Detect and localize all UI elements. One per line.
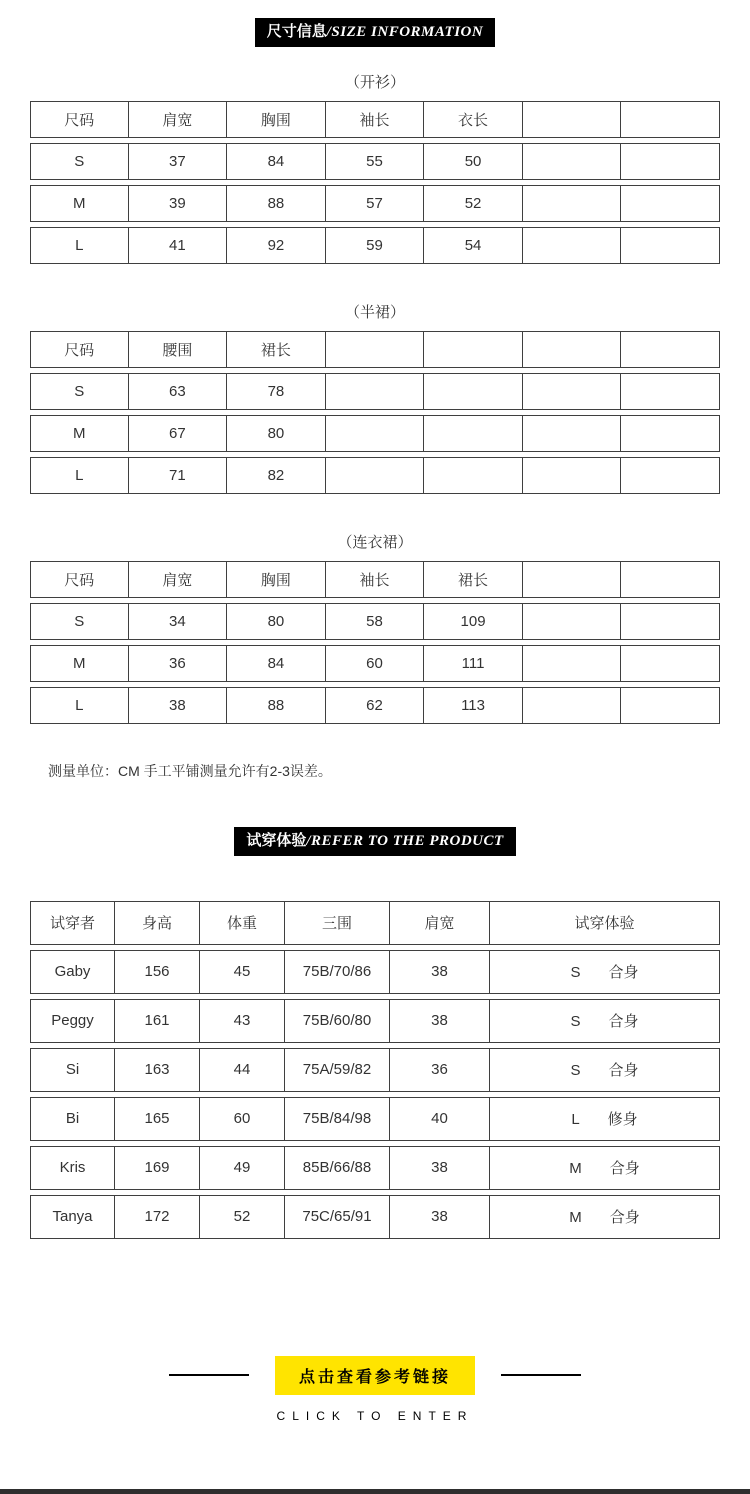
header-cell — [621, 561, 720, 598]
header-cell: 体重 — [200, 901, 285, 945]
size-cell: M — [30, 645, 129, 682]
header-cell: 尺码 — [30, 331, 129, 368]
fit-weight-cell: 43 — [200, 999, 285, 1043]
fit-result-cell — [490, 999, 720, 1043]
fit-name-cell: Si — [30, 1048, 115, 1092]
value-cell: 58 — [326, 603, 425, 640]
fit-size-label: S — [570, 1062, 581, 1079]
header-cell: 袖长 — [326, 561, 425, 598]
size-info-badge-cn: 尺寸信息 — [266, 23, 327, 40]
value-cell — [621, 603, 720, 640]
bottom-divider-bar — [0, 1489, 750, 1494]
size-table-cardigan — [30, 96, 720, 269]
size-table-row — [30, 645, 720, 682]
header-cell — [424, 331, 523, 368]
fit-verdict-label: 合身 — [609, 1209, 640, 1226]
value-cell — [424, 457, 523, 494]
header-cell: 裙长 — [424, 561, 523, 598]
fit-measurements-cell: 75A/59/82 — [285, 1048, 390, 1092]
value-cell: 41 — [129, 227, 228, 264]
fit-name-cell: Bi — [30, 1097, 115, 1141]
value-cell: 59 — [326, 227, 425, 264]
size-cell: M — [30, 185, 129, 222]
fit-name-cell: Peggy — [30, 999, 115, 1043]
size-table-row — [30, 185, 720, 222]
fit-result-cell — [490, 1146, 720, 1190]
fit-height-cell: 156 — [115, 950, 200, 994]
size-table-row — [30, 687, 720, 724]
fit-verdict-label: 合身 — [608, 964, 639, 981]
value-cell — [326, 415, 425, 452]
size-table-row — [30, 227, 720, 264]
value-cell: 57 — [326, 185, 425, 222]
header-cell — [621, 331, 720, 368]
fit-weight-cell: 49 — [200, 1146, 285, 1190]
value-cell — [424, 415, 523, 452]
value-cell — [523, 415, 622, 452]
decorative-line-left — [169, 1374, 249, 1376]
size-cell: S — [30, 373, 129, 410]
size-cell: S — [30, 603, 129, 640]
size-table-header-row — [30, 331, 720, 368]
size-cell: L — [30, 457, 129, 494]
fit-measurements-cell: 75C/65/91 — [285, 1195, 390, 1239]
header-cell: 袖长 — [326, 101, 425, 138]
header-cell: 腰围 — [129, 331, 228, 368]
fit-badge-cn: 试穿体验 — [246, 831, 307, 849]
header-cell: 衣长 — [424, 101, 523, 138]
size-table-row — [30, 457, 720, 494]
value-cell: 37 — [129, 143, 228, 180]
value-cell: 113 — [424, 687, 523, 724]
value-cell: 38 — [129, 687, 228, 724]
fit-shoulder-cell: 38 — [390, 999, 490, 1043]
fit-size-label: S — [570, 1013, 581, 1030]
fit-height-cell: 169 — [115, 1146, 200, 1190]
value-cell — [326, 457, 425, 494]
fit-section-badge — [234, 827, 515, 856]
size-table-row — [30, 143, 720, 180]
fit-badge-en: /REFER TO THE PRODUCT — [306, 832, 504, 849]
fit-table-row — [30, 1097, 720, 1141]
size-table-dress — [30, 556, 720, 729]
value-cell: 36 — [129, 645, 228, 682]
size-cell: M — [30, 415, 129, 452]
value-cell — [523, 143, 622, 180]
fit-name-cell: Kris — [30, 1146, 115, 1190]
header-cell — [621, 101, 720, 138]
fit-shoulder-cell: 40 — [390, 1097, 490, 1141]
header-cell: 试穿体验 — [490, 901, 720, 945]
fit-size-label: L — [571, 1111, 580, 1128]
header-cell — [523, 331, 622, 368]
header-cell: 三围 — [285, 901, 390, 945]
fit-size-label: S — [570, 964, 581, 981]
value-cell — [523, 687, 622, 724]
fit-weight-cell: 52 — [200, 1195, 285, 1239]
fit-shoulder-cell: 38 — [390, 1195, 490, 1239]
size-table-header-row — [30, 561, 720, 598]
value-cell: 78 — [227, 373, 326, 410]
value-cell — [326, 373, 425, 410]
fit-size-label: M — [569, 1209, 582, 1226]
value-cell — [621, 185, 720, 222]
header-cell: 身高 — [115, 901, 200, 945]
fit-result-cell — [490, 1048, 720, 1092]
fit-table-row — [30, 950, 720, 994]
value-cell — [523, 603, 622, 640]
size-table-row — [30, 373, 720, 410]
value-cell: 39 — [129, 185, 228, 222]
header-cell — [326, 331, 425, 368]
fit-height-cell: 161 — [115, 999, 200, 1043]
value-cell: 62 — [326, 687, 425, 724]
fit-result-cell — [490, 1195, 720, 1239]
value-cell: 82 — [227, 457, 326, 494]
size-table-header-row — [30, 101, 720, 138]
fit-name-cell: Tanya — [30, 1195, 115, 1239]
size-cell: S — [30, 143, 129, 180]
value-cell: 63 — [129, 373, 228, 410]
fit-weight-cell: 45 — [200, 950, 285, 994]
header-cell: 尺码 — [30, 101, 129, 138]
value-cell: 80 — [227, 603, 326, 640]
fit-result-cell — [490, 1097, 720, 1141]
size-info-badge-en: /SIZE INFORMATION — [326, 24, 484, 40]
value-cell: 60 — [326, 645, 425, 682]
caption-cardigan: （开衫） — [344, 73, 405, 91]
fit-weight-cell: 60 — [200, 1097, 285, 1141]
value-cell — [424, 373, 523, 410]
caption-dress: （连衣裙） — [337, 533, 413, 551]
fit-size-label: M — [569, 1160, 582, 1177]
header-cell: 胸围 — [227, 561, 326, 598]
fit-verdict-label: 合身 — [608, 1013, 639, 1030]
header-cell: 肩宽 — [129, 561, 228, 598]
fit-height-cell: 165 — [115, 1097, 200, 1141]
cta-section — [0, 1356, 750, 1423]
value-cell: 92 — [227, 227, 326, 264]
fit-measurements-cell: 75B/60/80 — [285, 999, 390, 1043]
size-cell: L — [30, 227, 129, 264]
fit-name-cell: Gaby — [30, 950, 115, 994]
value-cell — [621, 687, 720, 724]
view-reference-link-button[interactable]: 点击查看参考链接 — [275, 1356, 475, 1395]
value-cell — [621, 457, 720, 494]
size-table-row — [30, 415, 720, 452]
value-cell — [621, 415, 720, 452]
cta-subtext: CLICK TO ENTER — [276, 1408, 474, 1423]
value-cell: 50 — [424, 143, 523, 180]
header-cell: 肩宽 — [390, 901, 490, 945]
fit-verdict-label: 修身 — [607, 1111, 638, 1128]
value-cell: 80 — [227, 415, 326, 452]
cta-row — [0, 1356, 750, 1395]
header-cell: 裙长 — [227, 331, 326, 368]
fit-shoulder-cell: 38 — [390, 1146, 490, 1190]
header-cell: 肩宽 — [129, 101, 228, 138]
size-table-skirt — [30, 326, 720, 499]
header-cell: 尺码 — [30, 561, 129, 598]
fit-experience-table — [30, 896, 720, 1244]
fit-table-row — [30, 1048, 720, 1092]
value-cell — [621, 143, 720, 180]
header-cell — [523, 101, 622, 138]
value-cell — [523, 185, 622, 222]
value-cell: 84 — [227, 143, 326, 180]
value-cell — [621, 373, 720, 410]
size-cell: L — [30, 687, 129, 724]
value-cell: 67 — [129, 415, 228, 452]
header-cell: 试穿者 — [30, 901, 115, 945]
value-cell: 88 — [227, 687, 326, 724]
size-table-row — [30, 603, 720, 640]
fit-shoulder-cell: 36 — [390, 1048, 490, 1092]
header-cell: 胸围 — [227, 101, 326, 138]
measurement-note: 测量单位：CM 手工平铺测量允许有2-3误差。 — [48, 762, 332, 779]
value-cell — [523, 457, 622, 494]
fit-table-row — [30, 1146, 720, 1190]
fit-height-cell: 163 — [115, 1048, 200, 1092]
size-info-badge — [255, 18, 495, 47]
fit-height-cell: 172 — [115, 1195, 200, 1239]
value-cell: 88 — [227, 185, 326, 222]
fit-shoulder-cell: 38 — [390, 950, 490, 994]
value-cell: 109 — [424, 603, 523, 640]
value-cell: 52 — [424, 185, 523, 222]
value-cell: 84 — [227, 645, 326, 682]
value-cell: 71 — [129, 457, 228, 494]
fit-table-row — [30, 1195, 720, 1239]
fit-section-header — [0, 827, 750, 856]
value-cell — [523, 227, 622, 264]
caption-skirt: （半裙） — [344, 303, 405, 321]
value-cell: 55 — [326, 143, 425, 180]
value-cell — [523, 373, 622, 410]
fit-verdict-label: 合身 — [608, 1062, 639, 1079]
value-cell: 34 — [129, 603, 228, 640]
size-info-header — [0, 18, 750, 47]
value-cell — [621, 645, 720, 682]
decorative-line-right — [501, 1374, 581, 1376]
value-cell: 54 — [424, 227, 523, 264]
fit-verdict-label: 合身 — [609, 1160, 640, 1177]
fit-measurements-cell: 75B/84/98 — [285, 1097, 390, 1141]
fit-result-cell — [490, 950, 720, 994]
header-cell — [523, 561, 622, 598]
fit-table-row — [30, 999, 720, 1043]
fit-measurements-cell: 75B/70/86 — [285, 950, 390, 994]
fit-measurements-cell: 85B/66/88 — [285, 1146, 390, 1190]
value-cell: 111 — [424, 645, 523, 682]
fit-table-header-row — [30, 901, 720, 945]
value-cell — [523, 645, 622, 682]
value-cell — [621, 227, 720, 264]
fit-weight-cell: 44 — [200, 1048, 285, 1092]
